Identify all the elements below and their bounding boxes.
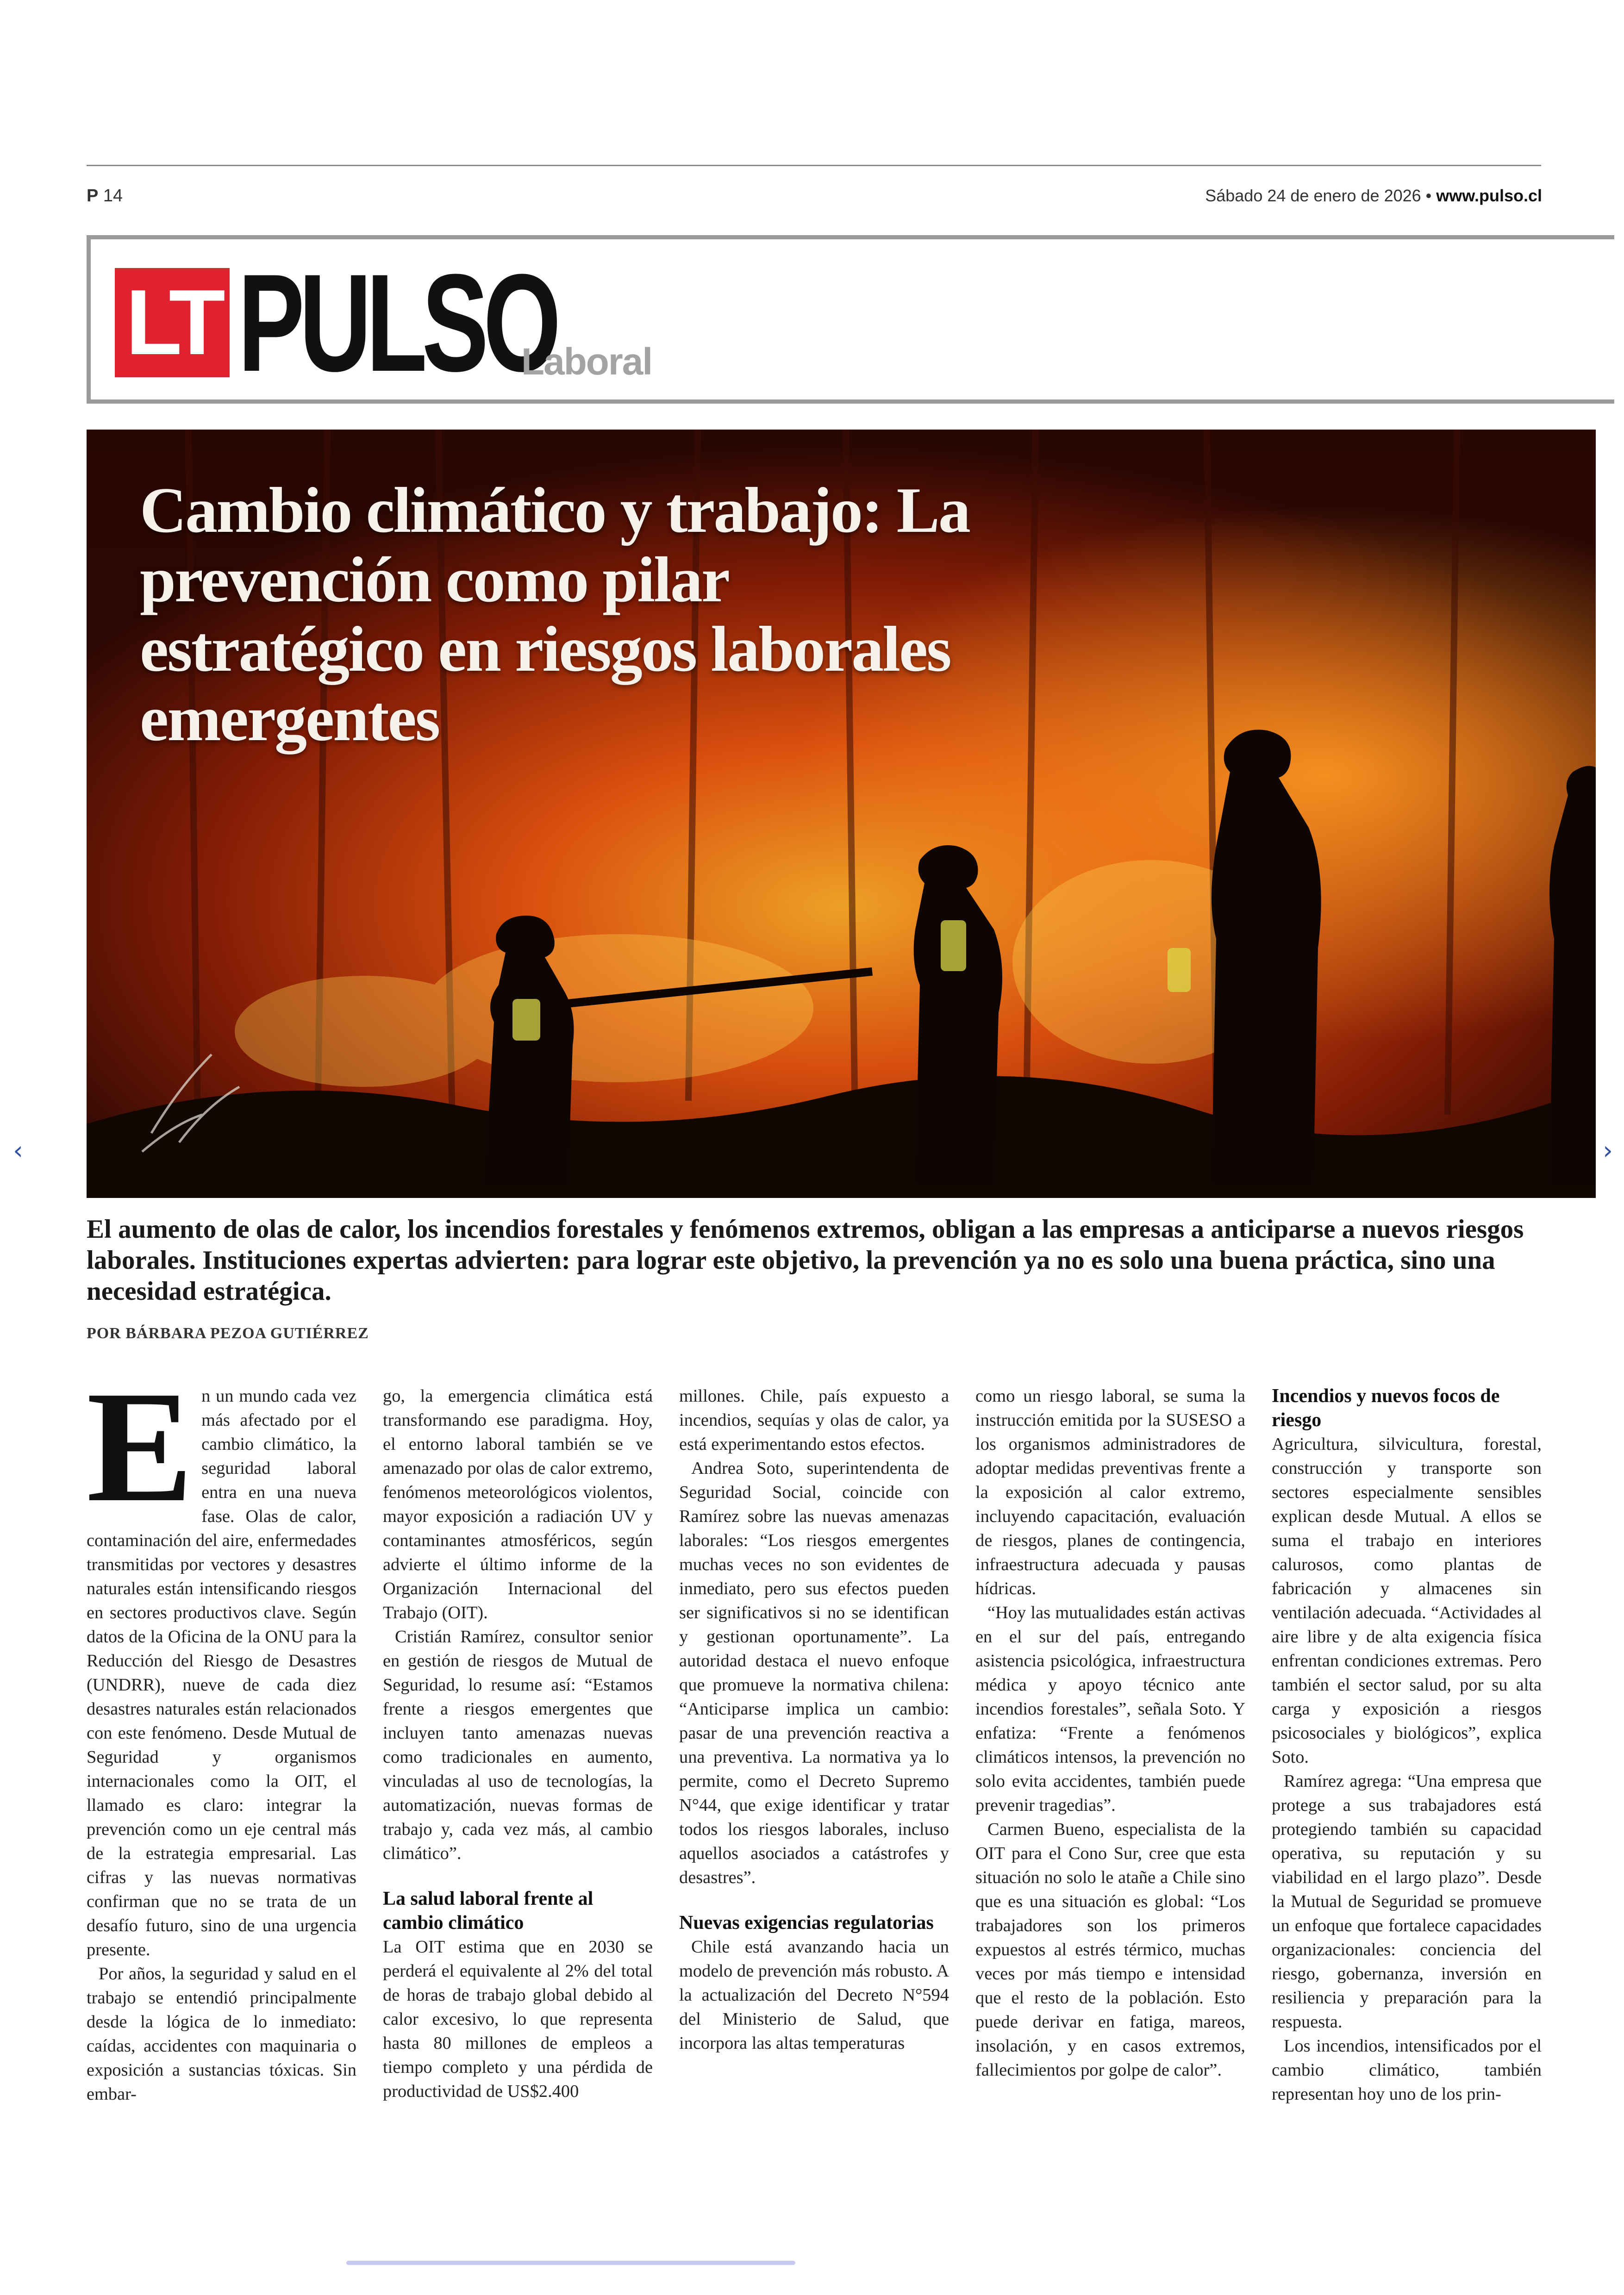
paragraph: Los incendios, intensificados por el cambio climático, también representan hoy uno de los prin- — [1272, 2036, 1542, 2104]
drop-cap: E — [87, 1358, 194, 1535]
byline: POR BÁRBARA PEZOA GUTIÉRREZ — [87, 1325, 369, 1342]
paragraph: n un mundo cada vez más afectado por el cambio climático, la seguridad laboral entra en una nueva fase. Olas de calor, contaminación del aire, enfermedades transmitidas por vectores y desastres naturales están intensificando riesgos en sectores productivos clave. Según datos de la Oficina de la ONU para la Reducción del Riesgo de Desastres (UNDRR), nueve de cada diez desastres naturales están relacionados con este fenómeno. Desde Mutual de Seguridad y organismos internacionales como la OIT, el llamado es claro: integrar la prevención como un eje central más de la estrategia empresarial. Las cifras y las nuevas normativas confirman que no se trata de un desafío futuro, sino de una urgencia presente. — [87, 1386, 356, 1959]
lede: El aumento de olas de calor, los incendios forestales y fenómenos extremos, obligan a las empresas a anticiparse a nuevos riesgos laborales. Instituciones expertas advierten: para lograr este objetivo, la prevención ya no es solo una buena práctica, sino una necesidad estratégica. — [87, 1215, 1524, 1306]
paragraph: Chile está avanzando hacia un modelo de prevención más robusto. A la actualización del Decreto N°594 del Ministerio de Salud, que incorpora las altas temperaturas — [679, 1937, 949, 2053]
page-prefix: P — [87, 186, 99, 206]
column-1 — [87, 1358, 356, 2106]
subheading: La salud laboral frente al cambio climático — [383, 1888, 593, 1933]
horizontal-scrollbar[interactable] — [346, 2261, 795, 2265]
paragraph: La OIT estima que en 2030 se perderá el equivalente al 2% del total de horas de trabajo global debido al calor excesivo, lo que representa hasta 80 millones de empleos a tiempo completo y una pérdida de productividad de US$2.400 — [383, 1937, 653, 2101]
section-label: Laboral — [521, 341, 652, 383]
headline: Cambio climático y trabajo: La prevención como pilar estratégico en riesgos laborales emergentes — [140, 474, 969, 755]
paragraph: Carmen Bueno, especialista de la OIT para el Cono Sur, cree que esta situación no solo le atañe a Chile sino que es una situación es global: “Los trabajadores son los primeros expuestos al estrés térmico, muchas veces por más tiempo e intensidad que el resto de la población. Esto puede derivar en fatiga, mareos, insolación, y en casos extremos, fallecimientos por golpe de calor”. — [975, 1820, 1245, 2080]
hero-photo — [87, 430, 1596, 1198]
paragraph: go, la emergencia climática está transformando ese paradigma. Hoy, el entorno laboral también se ve amenazado por olas de calor extremo, fenómenos meteorológicos violentos, mayor exposición a radiación UV y contaminantes atmosféricos, según advierte el último informe de la Organización Internacional del Trabajo (OIT). — [383, 1386, 653, 1622]
previous-page-icon[interactable]: ‹ — [13, 1136, 23, 1165]
site-url: www.pulso.cl — [1436, 186, 1542, 205]
page-number-value: 14 — [103, 186, 123, 206]
column-4 — [975, 1384, 1245, 2082]
masthead — [87, 235, 1614, 404]
paragraph: como un riesgo laboral, se suma la instrucción emitida por la SUSESO a los organismos administradores de adoptar medidas preventivas frente a la exposición al calor extremo, incluyendo capacitación, evaluación de riesgos, planes de contingencia, infraestructura adecuada y pausas hídricas. — [975, 1386, 1245, 1598]
subheading: Nuevas exigencias regulatorias — [679, 1912, 934, 1933]
dateline-separator: • — [1425, 186, 1432, 205]
paragraph: millones. Chile, país expuesto a incendios, sequías y olas de calor, ya está experimentando estos efectos. — [679, 1386, 949, 1454]
paragraph: Cristián Ramírez, consultor senior en gestión de riesgos de Mutual de Seguridad, lo resume así: “Estamos frente a riesgos emergentes que incluyen tanto amenazas nuevas como tradicionales en aumento, vinculadas al uso de tecnologías, la automatización, nuevas formas de trabajo y, cada vez más, al cambio climático”. — [383, 1627, 653, 1863]
next-page-icon[interactable]: › — [1603, 1136, 1613, 1165]
paragraph: Agricultura, silvicultura, forestal, construcción y transporte son sectores especialmente sensibles explican desde Mutual. A ellos se suma el trabajo en interiores calurosos, como plantas de fabricación y almacenes sin ventilación adecuada. “Actividades al aire libre y de alta exigencia física enfrentan condiciones extremas. Pero también el sector salud, por su alta carga y exposición a riesgos psicosociales y biológicos”, explica Soto. — [1272, 1434, 1542, 1767]
lt-logo: LT — [115, 268, 230, 377]
paragraph: “Hoy las mutualidades están activas en el sur del país, entregando asistencia psicológica, infraestructura médica y apoyo técnico ante incendios forestales”, señala Soto. Y enfatiza: “Frente a fenómenos climáticos intensos, la prevención no solo evita accidentes, también puede prevenir tragedias”. — [975, 1603, 1245, 1815]
paragraph: Por años, la seguridad y salud en el trabajo se entendió principalmente desde la lógica de lo inmediato: caídas, accidentes con maquinaria o exposición a sustancias tóxicas. Sin embar- — [87, 1964, 356, 2104]
dateline — [1205, 186, 1542, 206]
column-5 — [1272, 1384, 1542, 2106]
column-3 — [679, 1384, 949, 2055]
issue-date: Sábado 24 de enero de 2026 — [1205, 186, 1421, 205]
subheading: Incendios y nuevos focos de riesgo — [1272, 1385, 1500, 1431]
header-rule — [87, 165, 1541, 166]
page-number — [87, 186, 123, 206]
pulso-logo: PULSO — [238, 245, 556, 400]
column-2 — [383, 1384, 653, 2103]
paragraph: Ramírez agrega: “Una empresa que protege a sus trabajadores está protegiendo también su capacidad operativa, su reputación y su viabilidad en el largo plazo”. Desde la Mutual de Seguridad se promueve un enfoque que fortalece capacidades organizacionales: conciencia del riesgo, gobernanza, inversión en resiliencia y preparación para la respuesta. — [1272, 1771, 1542, 2032]
paragraph: Andrea Soto, superintendenta de Seguridad Social, coincide con Ramírez sobre las nuevas amenazas laborales: “Los riesgos emergentes muchas veces no son evidentes de inmediato, pero sus efectos pueden ser significativos si no se identifican y gestionan oportunamente”. La autoridad destaca el nuevo enfoque que promueve la normativa chilena: “Anticiparse implica un cambio: pasar de una prevención reactiva a una preventiva. La normativa ya lo permite, como el Decreto Supremo N°44, que exige identificar y tratar todos los riesgos laborales, incluso aquellos asociados a catástrofes y desastres”. — [679, 1459, 949, 1887]
